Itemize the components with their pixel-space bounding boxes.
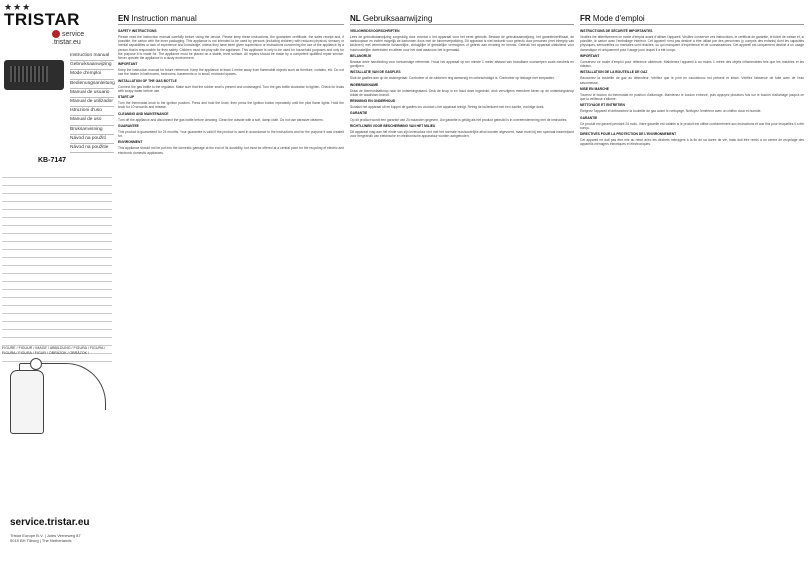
- gas-cylinder-illustration: [10, 370, 44, 434]
- section-text: Ce produit est garanti pendant 24 mois. Votre garantie est valable si le produit est utilisé conformément aux instructions et aux fins pour lesquelles il a été conçu.: [580, 121, 804, 130]
- section-heading: CLEANING AND MAINTENANCE: [118, 111, 169, 116]
- language-item: Návod na použitie: [70, 144, 114, 153]
- section-text: Draai de thermostaatknop naar de ontstekingsstand. Druk de knop in en houd deze ingedrukt, druk vervolgens meerdere keren op de ontstekingsknop totdat de waakvlam brandt.: [350, 88, 574, 97]
- column-title: Mode d'emploi: [592, 14, 645, 23]
- rating-stars: ★★★: [4, 2, 32, 12]
- service-url: service.tristar.eu: [10, 517, 90, 528]
- spec-row: [2, 250, 112, 258]
- spec-row: [2, 258, 112, 266]
- section-heading: INGEBRUIKNAME: [350, 82, 379, 87]
- section-text: Tournez le bouton du thermostat en position d'allumage. Maintenez le bouton enfoncé, puis appuyez plusieurs fois sur le bouton d'allumage jusqu'à ce que la veilleuse s'allume.: [580, 92, 804, 102]
- header-rule: [580, 24, 804, 25]
- language-item: Instruction manual: [70, 52, 114, 61]
- section-heading: NETTOYAGE ET ENTRETIEN: [580, 103, 625, 108]
- section-text: Dit apparaat mag aan het einde van zijn levensduur niet met het normale huishoudelijke afval worden afgevoerd, maar moet bij een speciaal inzamelpunt voor hergebruik van elektrische en elektronische apparatuur worden aangeboden.: [350, 129, 574, 138]
- section-text: This product is guaranteed for 24 months. Your guarantee is valid if the product is used in accordance to the instructions and for the purpose it was created for.: [118, 129, 344, 139]
- column-fr: [578, 0, 808, 587]
- section-heading: RICHTLIJNEN VOOR BESCHERMING VAN HET MILIEU: [350, 123, 436, 128]
- spec-table: [2, 170, 112, 362]
- section-heading: REINIGING EN ONDERHOUD: [350, 99, 396, 104]
- header-rule: [118, 24, 344, 25]
- section-text: Turn off the appliance and disconnect the gas bottle before cleaning. Clean the outside with a soft, damp cloth. Do not use abrasive cleaners.: [118, 117, 324, 122]
- spec-row: [2, 282, 112, 290]
- address-line: Tristar Europe B.V. | Jules Verneweg 87: [10, 533, 81, 538]
- spec-row: [2, 354, 112, 362]
- column-body: [118, 27, 344, 583]
- section-text: Sluit de gasfles aan op de drukregelaar. Controleer of de rubberen ring aanwezig en onbeschadigd is. Controleer op lekkage met zeepwater.: [350, 76, 555, 81]
- spec-row: [2, 306, 112, 314]
- section-text: Keep the instruction manual for future reference. Keep the appliance at least 1 metre away from flammable objects such as furniture, curtains, etc. Do not use the heater in bathrooms, bedrooms, basements or in small, enclosed spaces.: [118, 68, 344, 77]
- spec-row: [2, 266, 112, 274]
- service-badge: [52, 30, 84, 47]
- section-heading: VEILIGHEIDSVOORSCHRIFTEN: [350, 29, 400, 33]
- section-text: Conservez ce mode d'emploi pour référence ultérieure. Maintenez l'appareil à au moins 1 mètre des objets inflammables tels que les meubles et les rideaux.: [580, 59, 804, 69]
- spec-row: [2, 298, 112, 306]
- column-header: [580, 14, 645, 23]
- spec-row: [2, 242, 112, 250]
- cover-column: [0, 0, 115, 587]
- section-text: Éteignez l'appareil et débranchez la bouteille de gaz avant le nettoyage. Nettoyez l'extérieur avec un chiffon doux et humide.: [580, 109, 762, 114]
- language-item: Manual de utilizador: [70, 98, 114, 107]
- spec-row: [2, 314, 112, 322]
- column-body: [580, 27, 804, 583]
- column-en: [116, 0, 348, 587]
- column-lang: FR: [580, 14, 591, 23]
- section-heading: INSTRUCTIONS DE SÉCURITÉ IMPORTANTES: [580, 29, 653, 33]
- column-lang: EN: [118, 14, 130, 23]
- figure-label: FIGURE / FIGUUR / IMAGE / ABBILDUNG / FIGURA / FIGURA / FIGURA / FIGURA / FIGUR / OBRÁZOK / OBRÁZOK /: [2, 346, 106, 355]
- section-text: Lees de gebruiksaanwijzing zorgvuldig door voordat u het apparaat voor het eerst gebruikt. Bewaar de gebruiksaanwijzing, het garantiecertificaat, de aankoopbon en indien mogelijk de kartonnen doos met de binnenverpakking. Dit apparaat is niet bedoeld voor gebruik door personen (met inbegrip van kinderen) met verminderde lichamelijke, zintuiglijke of geestelijke vermogens of gebrek aan ervaring en kennis. Gebruik het apparaat uitsluitend voor huishoudelijke doeleinden en alleen voor het doel waarvoor het is gemaakt.: [350, 35, 574, 52]
- column-title: Instruction manual: [131, 14, 197, 23]
- section-text: Please read the instruction manual carefully before using the device. Please keep these instructions, the guarantee certificate, the sales receipt and, if possible, the carton with the inner packaging. This appliance is not intended to be used by persons (including children) with reduced physical, sensory or mental capabilities or lack of experience and knowledge, unless they have been given supervision or instructions concerning the use of the appliance by a person that is responsible for their safety. Children must not play with the appliance. This appliance is only to be used for household purposes and only for the purpose it is made for. The appliance must be placed on a stable, level surface. All repairs should be made by a competent qualified repair service. Never operate the appliance in a dusty environment.: [118, 35, 344, 60]
- language-item: Manual de usuario: [70, 89, 114, 98]
- spec-row: [2, 218, 112, 226]
- section-text: Connect the gas bottle to the regulator. Make sure that the rubber seal is present and undamaged. Turn the gas bottle clockwise to tighten. Check for leaks with soapy water before use.: [118, 84, 344, 93]
- section-heading: START-UP: [118, 95, 135, 100]
- section-text: Turn the thermostat knob to the ignition position. Press and hold the knob, then press the ignition button repeatedly until the pilot flame lights. Hold the knob for 10 seconds and release.: [118, 101, 344, 110]
- column-nl: [348, 0, 578, 587]
- heater-illustration: [4, 60, 64, 90]
- language-item: Mode d'emploi: [70, 70, 114, 79]
- brand-logo: TRISTAR: [4, 10, 80, 29]
- spec-row: [2, 170, 112, 178]
- language-list: [70, 52, 114, 153]
- section-text: Bewaar deze handleiding voor toekomstige referentie. Houd het apparaat op ten minste 1 meter afstand van brandbare voorwerpen zoals meubels en gordijnen.: [350, 59, 574, 69]
- section-text: Raccordez la bouteille de gaz au détendeur. Vérifiez que le joint en caoutchouc est présent et intact. Vérifiez l'absence de fuite avec de l'eau savonneuse.: [580, 76, 804, 85]
- spec-row: [2, 234, 112, 242]
- section-text: Cet appareil ne doit pas être mis au rebut avec les déchets ménagers à la fin de sa durée de vie, mais doit être remis à un centre de recyclage des appareils ménagers électriques et électroniques.: [580, 138, 804, 147]
- spec-row: [2, 330, 112, 338]
- column-title: Gebruiksaanwijzing: [362, 14, 433, 23]
- section-heading: INSTALLATION DE LA BOUTEILLE DE GAZ: [580, 70, 648, 75]
- spec-row: [2, 274, 112, 282]
- language-item: Manual de uso: [70, 116, 114, 125]
- header-rule: [350, 24, 574, 25]
- section-heading: MISE EN MARCHE: [580, 86, 609, 91]
- section-heading: DIRECTIVES POUR LA PROTECTION DE L'ENVIRONNEMENT: [580, 131, 677, 136]
- language-item: Bedienungsanleitung: [70, 80, 114, 89]
- section-heading: GARANTIE: [580, 115, 598, 120]
- service-line2: .tristar.eu: [52, 38, 81, 46]
- section-heading: SAFETY INSTRUCTIONS: [118, 29, 157, 33]
- section-heading: GARANTIE: [350, 111, 368, 116]
- column-header: [118, 14, 197, 23]
- spec-row: [2, 194, 112, 202]
- section-text: Veuillez lire attentivement ce mode d'emploi avant d'utiliser l'appareil. Veuillez conserver ces instructions, le certificat de garantie, le ticket de caisse et, si possible, le carton avec l'emballage intérieur. Cet appareil n'est pas destiné à être utilisé par des personnes (y compris des enfants) dont les capacités physiques, sensorielles ou mentales sont réduites, ou qui manquent d'expérience et de connaissances. Cet appareil est uniquement destiné à un usage domestique et uniquement pour l'usage pour lequel il a été conçu.: [580, 35, 804, 52]
- spec-row: [2, 322, 112, 330]
- spec-row: [2, 178, 112, 186]
- spec-row: [2, 186, 112, 194]
- spec-row: [2, 290, 112, 298]
- language-item: Návod na použití: [70, 135, 114, 144]
- spec-row: [2, 338, 112, 346]
- section-text: Op dit product wordt een garantie van 24 maanden gegeven. Uw garantie is geldig als het product gebruikt is in overeenstemming met de instructies.: [350, 117, 568, 122]
- spec-row: [2, 210, 112, 218]
- section-text: Schakel het apparaat uit en koppel de gasfles los voordat u het apparaat reinigt. Reinig de buitenkant met een zachte, vochtige doek.: [350, 105, 545, 110]
- section-heading: INSTALLATION OF THE GAS BOTTLE: [118, 78, 177, 83]
- section-heading: BELANGRIJK: [350, 53, 372, 58]
- section-heading: ENVIRONMENT: [118, 140, 143, 145]
- language-item: Istruzioni d'uso: [70, 107, 114, 116]
- section-heading: IMPORTANT: [118, 62, 138, 67]
- column-lang: NL: [350, 14, 361, 23]
- service-line1: service: [62, 30, 85, 38]
- column-header: [350, 14, 432, 23]
- section-text: This appliance should not be put into the domestic garbage at the end of its durability, but must be offered at a central point for the recycling of electric and electronic domestic appliances.: [118, 146, 344, 155]
- regulator-illustration: [30, 358, 42, 370]
- model-number: KB-7147: [38, 157, 67, 164]
- spec-row: [2, 202, 112, 210]
- column-body: [350, 27, 574, 583]
- company-address: [10, 533, 81, 543]
- section-heading: IMPORTANT: [580, 53, 600, 58]
- section-heading: GUARANTEE: [118, 123, 139, 128]
- language-item: Bruksanvisning: [70, 126, 114, 135]
- service-icon: [52, 30, 60, 38]
- section-heading: INSTALLATIE VAN DE GASFLES: [350, 70, 401, 75]
- spec-row: [2, 226, 112, 234]
- language-item: Gebruiksaanwijzing: [70, 61, 114, 70]
- address-line: 5015 BH Tilburg | The Netherlands: [10, 538, 72, 543]
